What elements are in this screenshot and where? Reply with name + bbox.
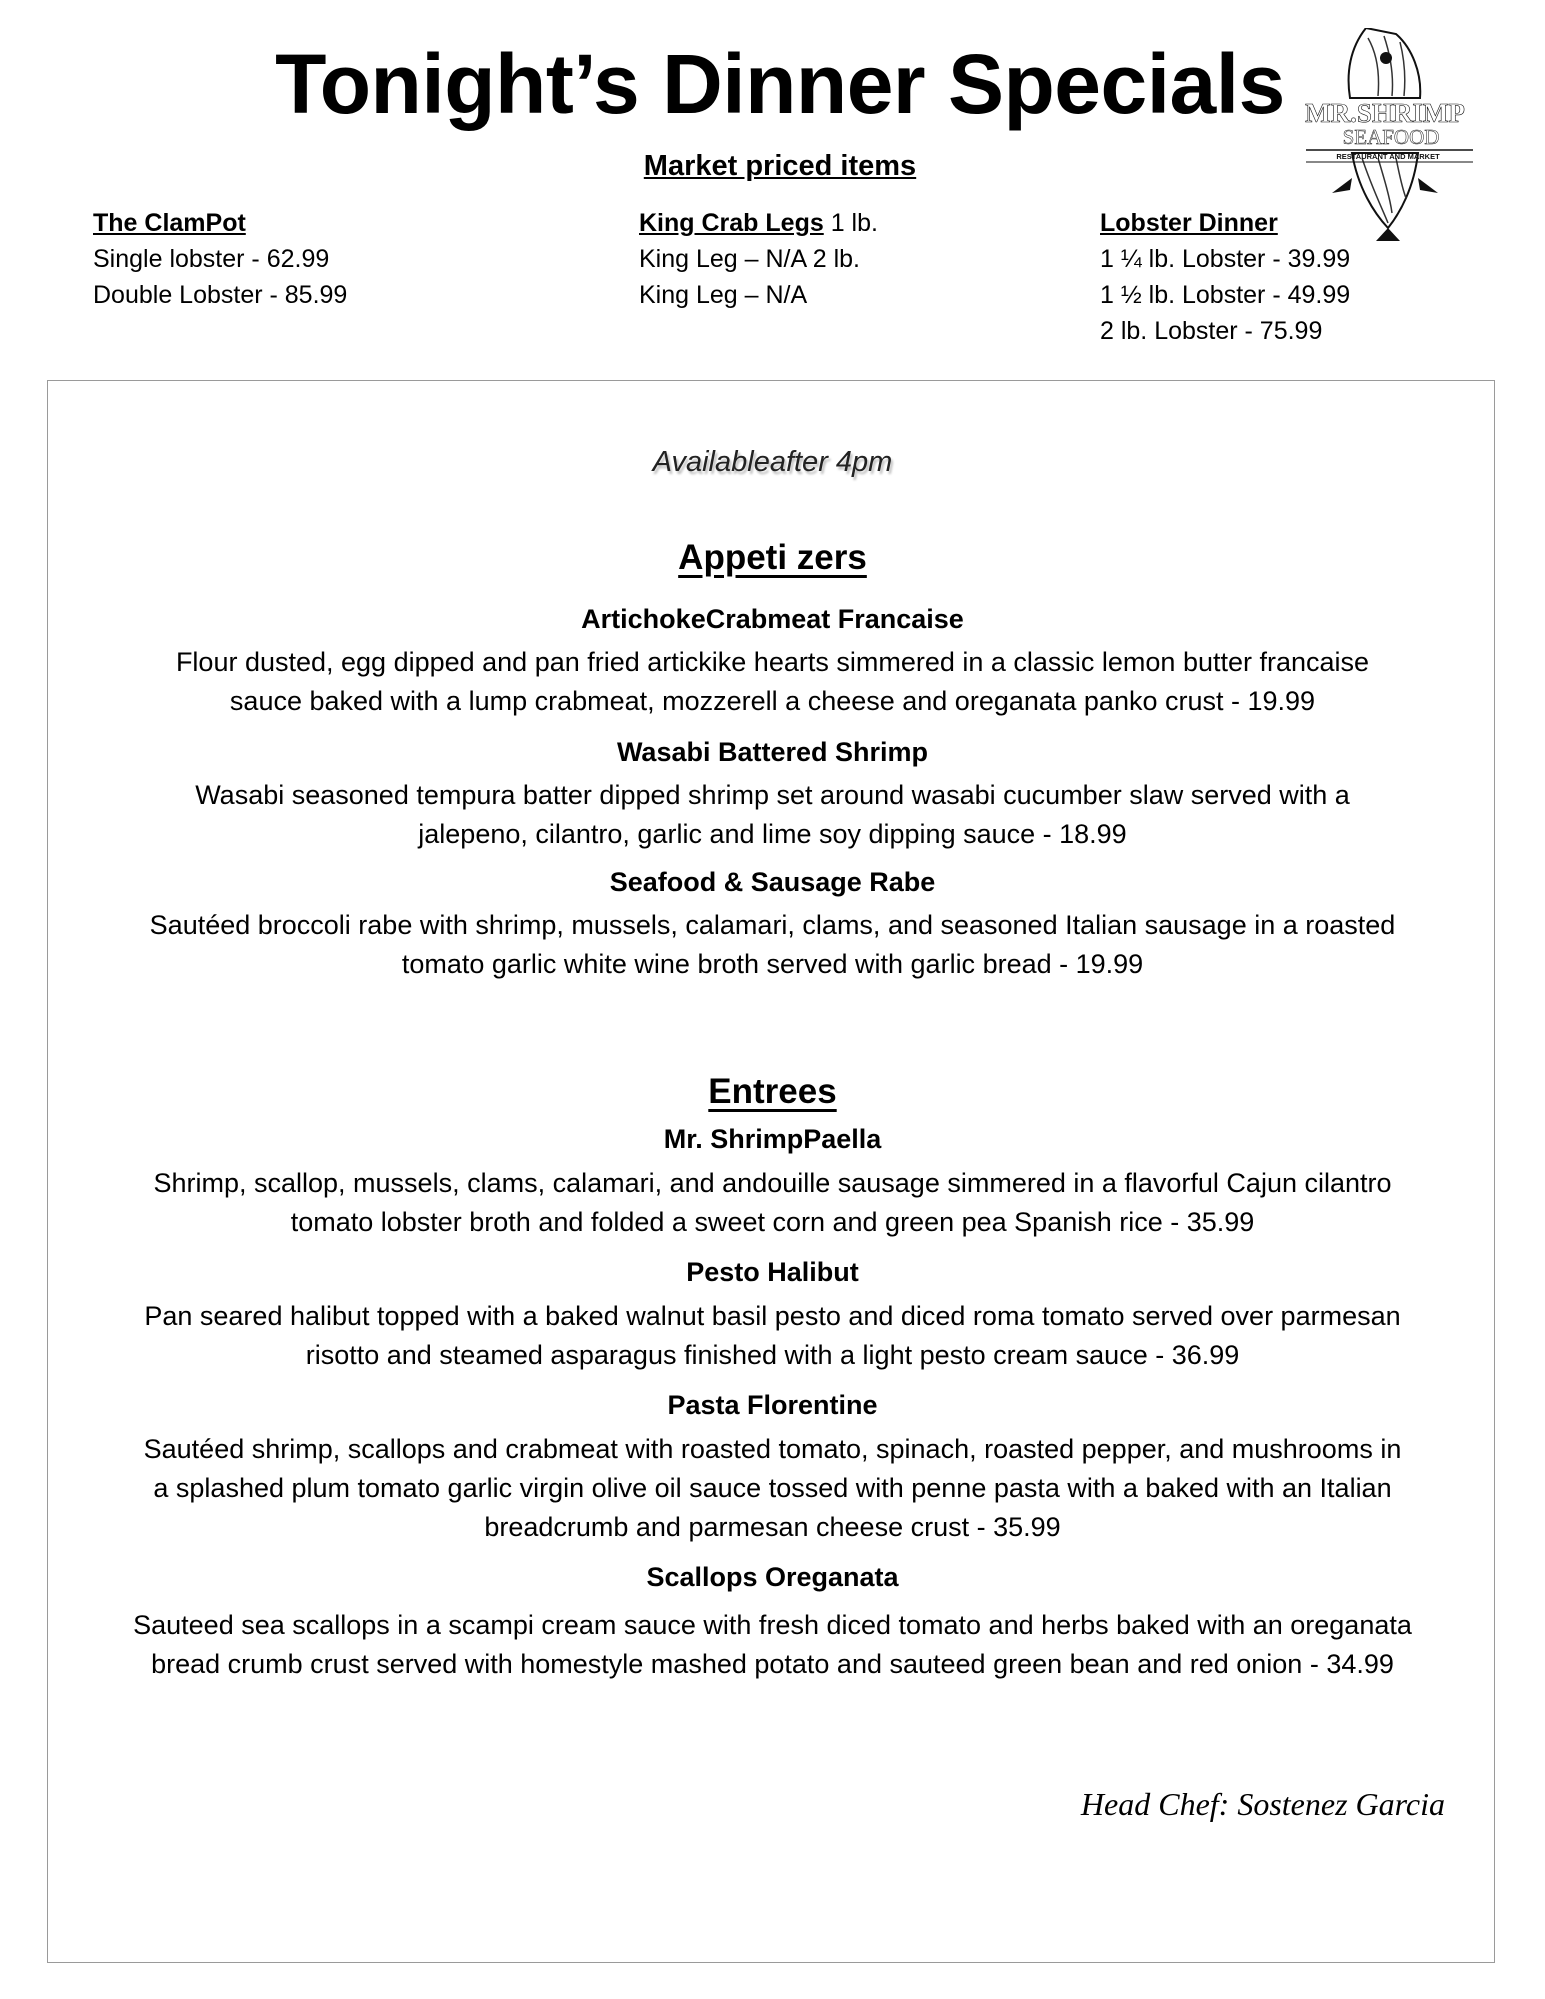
appetizers-heading: Appeti zers [678, 538, 867, 577]
lobster-dinner-section [1100, 205, 1350, 349]
menu-item-description: Sauteed sea scallops in a scampi cream sauce with fresh diced tomato and herbs baked with an oreganata bread crumb crust served with homestyle mashed potato and sauteed green bean and red onion - 34.99 [133, 1610, 1412, 1679]
svg-text:RESTAURANT AND MARKET: RESTAURANT AND MARKET [1336, 152, 1440, 161]
king-crab-weight: 1 lb. [823, 209, 878, 237]
market-price-line: Single lobster - 62.99 [93, 245, 330, 273]
svg-text:SEAFOOD: SEAFOOD [1342, 125, 1440, 149]
king-crab-section [639, 205, 878, 313]
head-chef-signature: Head Chef: Sostenez Garcia [1080, 1786, 1445, 1822]
menu-item-description: Sautéed shrimp, scallops and crabmeat with roasted tomato, spinach, roasted pepper, and mushrooms in a splashed plum tomato garlic virgin olive oil sauce tossed with penne pasta with a baked with an Italian breadcrumb and parmesan cheese crust - 35.99 [143, 1434, 1402, 1542]
menu-item-name: Scallops Oreganata [646, 1562, 899, 1592]
market-price-line: King Leg – N/A [639, 281, 808, 309]
menu-item-name: Seafood & Sausage Rabe [609, 867, 936, 897]
menu-item-description: Pan seared halibut topped with a baked walnut basil pesto and diced roma tomato served over parmesan risotto and steamed asparagus finished with a light pesto cream sauce - 36.99 [144, 1301, 1401, 1370]
menu-item-name: ArtichokeCrabmeat Francaise [581, 604, 964, 634]
menu-item-description: Shrimp, scallop, mussels, clams, calamari, and andouille sausage simmered in a flavorful Cajun cilantro tomato lobster broth and folded a sweet corn and green pea Spanish rice - 35.99 [153, 1168, 1392, 1237]
clampot-section [93, 205, 347, 313]
svg-text:MR.SHRIMP: MR.SHRIMP [1305, 98, 1465, 128]
entrees-heading: Entrees [708, 1072, 837, 1111]
menu-item-name: Pasta Florentine [667, 1390, 878, 1420]
market-price-line: Double Lobster - 85.99 [93, 281, 348, 309]
lobster-dinner-heading: Lobster Dinner [1100, 209, 1278, 237]
menu-item-description: Flour dusted, egg dipped and pan fried artickike hearts simmered in a classic lemon butter francaise sauce baked with a lump crabmeat, mozzerell a cheese and oreganata panko crust - 19.99 [175, 647, 1370, 716]
market-price-line: 1 ¼ lb. Lobster - 39.99 [1100, 245, 1351, 273]
market-priced-heading: Market priced items [643, 150, 917, 182]
menu-item-description: Sautéed broccoli rabe with shrimp, mussels, calamari, clams, and seasoned Italian sausage in a roasted tomato garlic white wine broth served with garlic bread - 19.99 [149, 910, 1396, 979]
availability-note: Availableafter 4pm [652, 446, 893, 478]
market-price-line: 2 lb. Lobster - 75.99 [1100, 317, 1323, 345]
market-price-line: King Leg – N/A 2 lb. [639, 245, 860, 273]
menu-item-name: Wasabi Battered Shrimp [616, 737, 929, 767]
menu-item-name: Pesto Halibut [686, 1257, 859, 1287]
menu-item-description: Wasabi seasoned tempura batter dipped shrimp set around wasabi cucumber slaw served with a jalepeno, cilantro, garlic and lime soy dipping sauce - 18.99 [195, 780, 1350, 849]
page-title: Tonight’s Dinner Specials [275, 37, 1285, 131]
market-price-line: 1 ½ lb. Lobster - 49.99 [1100, 281, 1351, 309]
menu-item-name: Mr. ShrimpPaella [663, 1124, 882, 1154]
clampot-heading: The ClamPot [93, 209, 246, 237]
king-crab-heading: King Crab Legs [639, 209, 824, 237]
